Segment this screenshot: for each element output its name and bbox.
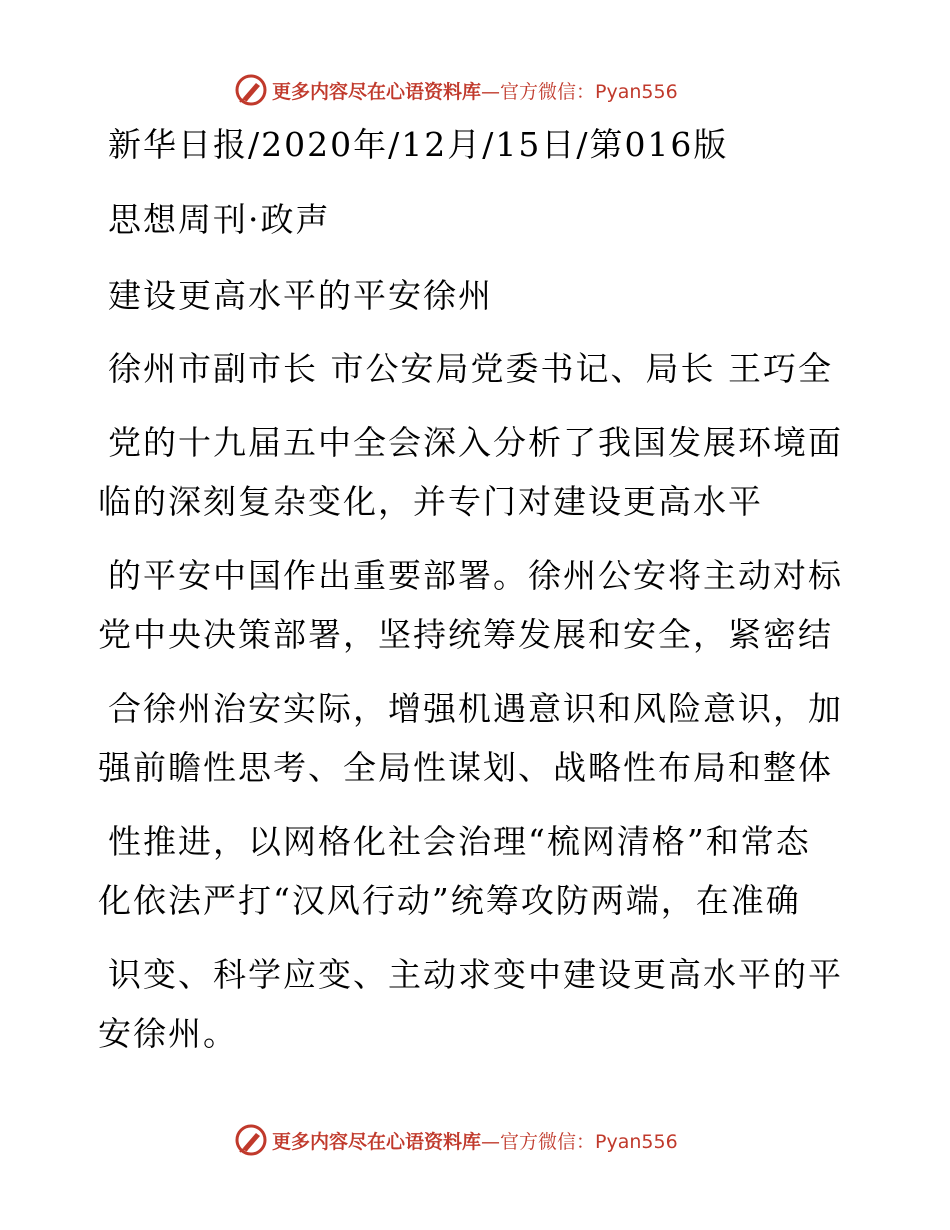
watermark-text [272, 1127, 678, 1154]
wechat-id: Pyan556 [595, 1130, 678, 1153]
body-line: 识变、科学应变、主动求变中建设更高水平的平 [108, 955, 843, 994]
article-title: 建设更高水平的平安徐州 [108, 276, 493, 315]
body-line: 党中央决策部署，坚持统筹发展和安全，紧密结 [98, 615, 833, 654]
byline: 徐州市副市长 市公安局党委书记、局长 王巧全 [108, 349, 833, 388]
pen-circle-logo-icon [234, 73, 268, 107]
site-name: 更多内容尽在心语资料库 [272, 1130, 482, 1153]
wechat-label: 官方微信： [500, 80, 596, 103]
body-line: 党的十九届五中全会深入分析了我国发展环境面 [108, 423, 843, 462]
body-line: 临的深刻复杂变化，并专门对建设更高水平 [98, 482, 763, 521]
watermark-text [272, 77, 678, 104]
body-line: 的平安中国作出重要部署。徐州公安将主动对标 [108, 556, 843, 595]
masthead: 新华日报/2020年/12月/15日/第016版 [108, 125, 729, 164]
body-line: 合徐州治安实际，增强机遇意识和风险意识，加 [108, 689, 843, 728]
banner-dash: — [481, 80, 501, 103]
pen-circle-logo-icon [234, 1123, 268, 1157]
body-line: 安徐州。 [98, 1014, 238, 1053]
watermark-banner-top [234, 72, 678, 108]
banner-dash: — [481, 1130, 501, 1153]
body-line: 化依法严打“汉风行动”统筹攻防两端，在准确 [98, 881, 801, 920]
body-line: 强前瞻性思考、全局性谋划、战略性布局和整体 [98, 748, 833, 787]
section-name: 思想周刊·政声 [108, 200, 331, 239]
wechat-id: Pyan556 [595, 80, 678, 103]
watermark-banner-bottom [234, 1122, 678, 1158]
site-name: 更多内容尽在心语资料库 [272, 80, 482, 103]
body-line: 性推进，以网格化社会治理“梳网清格”和常态 [108, 822, 811, 861]
wechat-label: 官方微信： [500, 1130, 596, 1153]
